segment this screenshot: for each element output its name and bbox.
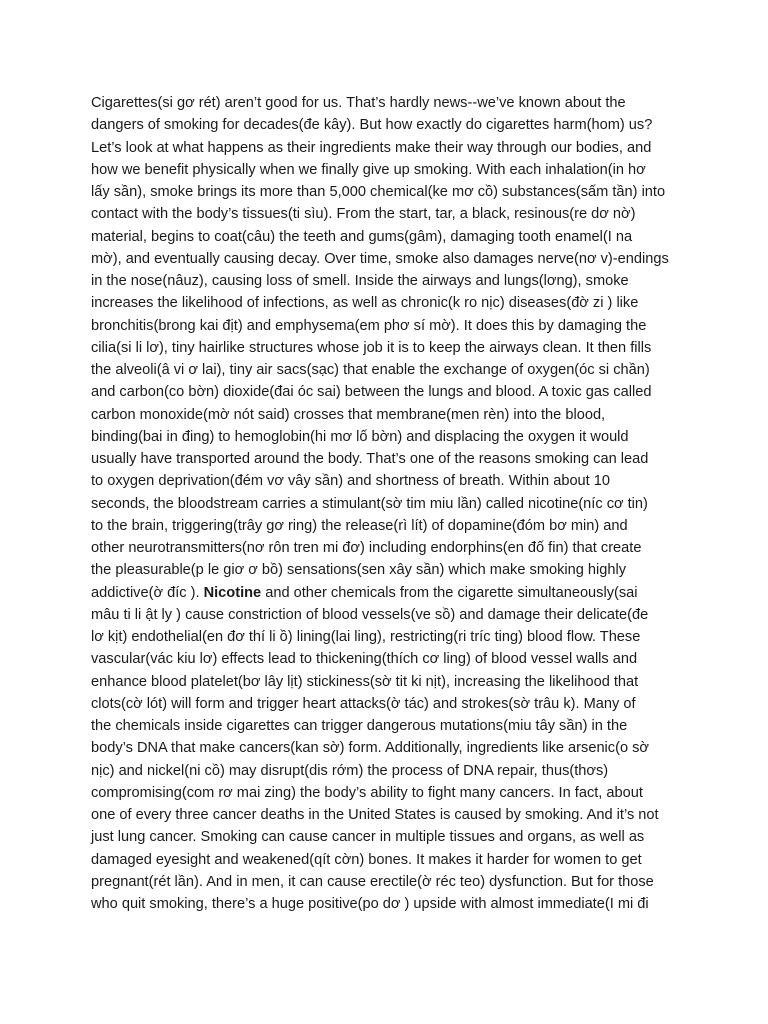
text-line: material, begins to coat(câu) the teeth and gums(gâm), damaging tooth enamel(I na xyxy=(91,228,633,245)
text-line: the pleasurable(p le giơ ơ bồ) sensations(sen xây sần) which make smoking highly xyxy=(91,562,627,579)
text-line: in the nose(nâuz), causing loss of smell. Inside the airways and lungs(lơng), smoke xyxy=(91,273,629,289)
text-segment: addictive(ờ đíc ). xyxy=(91,584,204,601)
article-text xyxy=(91,92,691,915)
text-line: just lung cancer. Smoking can cause cancer in multiple tissues and organs, as well as xyxy=(91,829,645,846)
text-line: increases the likelihood of infections, as well as chronic(k ro nịc) diseases(đờ zi ) like xyxy=(91,295,639,312)
text-line: how we benefit physically when we finally give up smoking. With each inhalation(in hơ xyxy=(91,161,646,178)
text-line: nịc) and nickel(ni cồ) may disrupt(dis rớm) the process of DNA repair, thus(thơs) xyxy=(91,762,609,779)
text-line: pregnant(rét lần). And in men, it can cause erectile(ờ réc teo) dysfunction. But for those xyxy=(91,873,654,890)
text-line: clots(cờ lót) will form and trigger heart attacks(ờ tác) and strokes(sờ trâu k). Many of xyxy=(91,695,636,712)
text-line: enhance blood platelet(bơ lây lịt) stickiness(sờ tit ki nịt), increasing the likelihood that xyxy=(91,673,639,690)
text-line: dangers of smoking for decades(đe kây). But how exactly do cigarettes harm(hom) us? xyxy=(91,117,653,134)
text-line: lấy sần), smoke brings its more than 5,000 chemical(ke mơ cồ) substances(sấm tần) into xyxy=(91,184,666,200)
text-line: contact with the body’s tissues(ti sìu). From the start, tar, a black, resinous(re dơ nờ) xyxy=(91,206,636,223)
text-line: usually have transported around the body. That’s one of the reasons smoking can lead xyxy=(91,451,649,467)
text-line: seconds, the bloodstream carries a stimulant(sờ tim miu lần) called nicotine(níc cơ tin) xyxy=(91,495,648,512)
text-line: the chemicals inside cigarettes can trigger dangerous mutations(miu tây sần) in the xyxy=(91,718,628,734)
text-line: compromising(com rơ mai zing) the body’s ability to fight many cancers. In fact, about xyxy=(91,784,643,801)
text-line: carbon monoxide(mờ nót said) crosses that membrane(men rèn) into the blood, xyxy=(91,406,606,423)
text-line: who quit smoking, there’s a huge positive(po dơ ) upside with almost immediate(I mi đi xyxy=(91,896,649,912)
text-line: cilia(si li lơ), tiny hairlike structures whose job it is to keep the airways clean. It then fills xyxy=(91,339,652,356)
text-line: one of every three cancer deaths in the United States is caused by smoking. And it’s not xyxy=(91,807,659,823)
text-line: Let’s look at what happens as their ingredients make their way through our bodies, and xyxy=(91,139,652,156)
text-line-with-bold xyxy=(91,582,691,604)
text-line: lơ kịt) endothelial(en đơ thí li ồ) lining(lai ling), restricting(ri tríc ting) blood flow. These xyxy=(91,629,641,645)
text-line: bronchitis(brong kai địt) and emphysema(em phơ sí mờ). It does this by damaging the xyxy=(91,317,647,334)
text-line: vascular(vác kiu lơ) effects lead to thickening(thích cơ ling) of blood vessel walls and xyxy=(91,651,638,668)
bold-term-nicotine: Nicotine xyxy=(203,584,262,601)
text-line: damaged eyesight and weakened(qít cờn) bones. It makes it harder for women to get xyxy=(91,851,642,868)
text-line: and carbon(co bờn) dioxide(đai óc sai) between the lungs and blood. A toxic gas called xyxy=(91,384,652,401)
text-line: mờ), and eventually causing decay. Over time, smoke also damages nerve(nơ v)-endings xyxy=(91,250,669,267)
text-segment: and other chemicals from the cigarette simultaneously(sai xyxy=(261,584,638,601)
text-line: binding(bai in đing) to hemoglobin(hi mơ lố bờn) and displacing the oxygen it would xyxy=(91,428,629,445)
text-line: mâu ti li ật ly ) cause constriction of blood vessels(ve sồ) and damage their delicate(đe xyxy=(91,606,649,623)
text-line: body’s DNA that make cancers(kan sờ) form. Additionally, ingredients like arsenic(o sờ xyxy=(91,740,649,757)
text-line: to oxygen deprivation(đém vơ vây sần) and shortness of breath. Within about 10 xyxy=(91,473,611,490)
text-line: to the brain, triggering(trây gơ ring) the release(rì lít) of dopamine(đóm bơ min) and xyxy=(91,517,628,534)
text-line: the alveoli(â vi ơ lai), tiny air sacs(sạc) that enable the exchange of oxygen(óc si chần) xyxy=(91,362,650,378)
text-line: other neurotransmitters(nơ rôn tren mi đơ) including endorphins(en đố fin) that create xyxy=(91,540,642,556)
text-line: Cigarettes(si gơ rét) aren’t good for us. That’s hardly news--we’ve known about the xyxy=(91,95,626,111)
